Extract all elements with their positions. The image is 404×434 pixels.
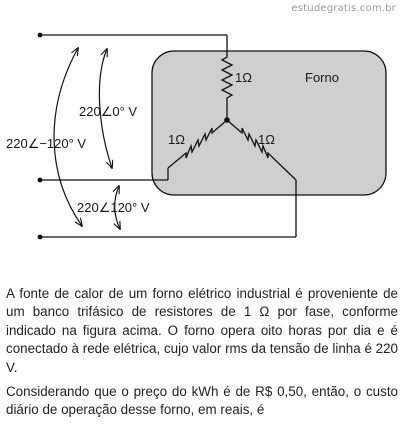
oven-label: Forno: [305, 70, 339, 85]
voltage-label-top: 220∠0° V: [79, 104, 138, 119]
resistor-right-label: 1Ω: [258, 132, 275, 147]
resistor-left-label: 1Ω: [168, 132, 185, 147]
resistor-top-label: 1Ω: [235, 70, 252, 85]
site-watermark: estudegratis.com.br: [291, 3, 396, 14]
question-paragraph-1: A fonte de calor de um forno elétrico industrial é proveniente de um banco trifásico de resistores de 1 Ω por fase, conforme indicado na figura acima. O forno opera oito horas por dia e é conectado à rede elétrica, cujo valor rms da tensão de linha é 220 V.: [6, 286, 398, 375]
voltage-label-bottom: 220∠120° V: [77, 200, 150, 215]
question-text: [6, 285, 398, 420]
terminal-dot: [38, 178, 43, 183]
question-paragraph-2: Considerando que o preço do kWh é de R$ 0,50, então, o custo diário de operação desse forno, em reais, é: [6, 384, 398, 418]
terminal-dot: [38, 235, 43, 240]
terminal-dot: [38, 33, 43, 38]
voltage-label-left: 220∠−120° V: [6, 136, 87, 151]
oven-box: [152, 51, 386, 195]
